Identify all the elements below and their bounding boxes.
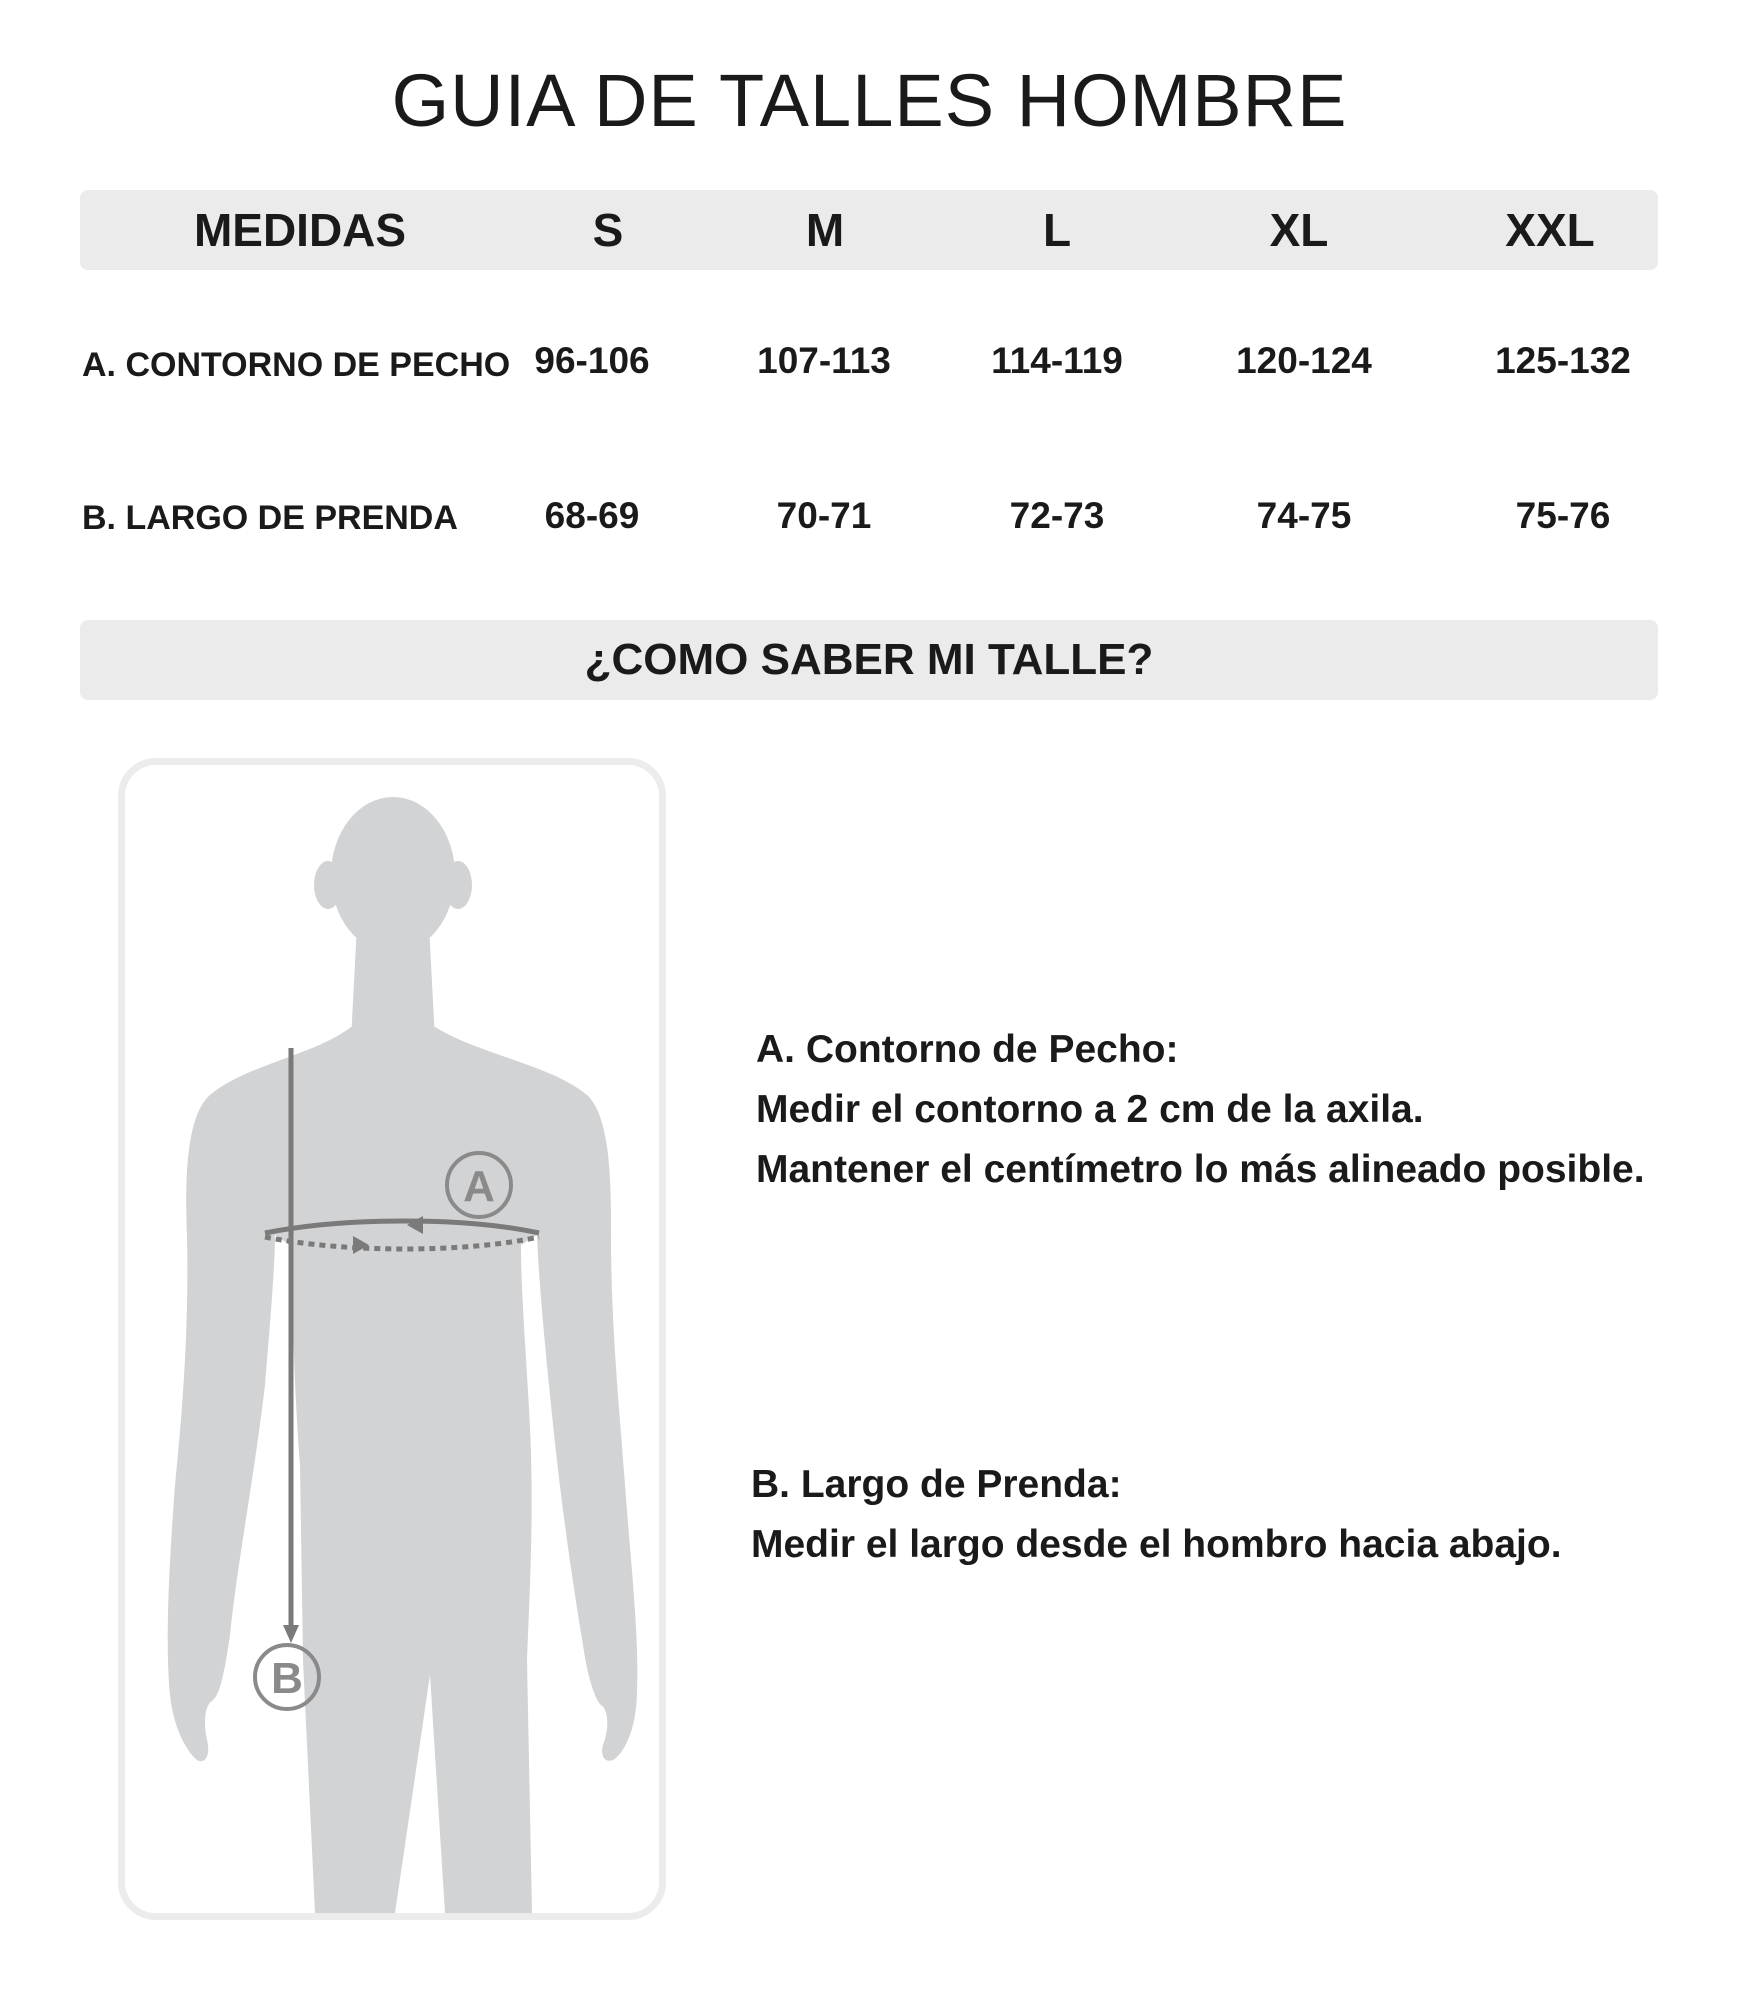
header-size-s: S [592,204,624,256]
body-figure-frame [118,758,666,1920]
chest-instructions-line1: Medir el contorno a 2 cm de la axila. [756,1088,1424,1131]
value-length-l: 72-73 [1009,495,1105,536]
row-label: A. CONTORNO DE PECHO [82,346,511,384]
length-instructions-title: B. Largo de Prenda: [751,1463,1122,1506]
header-medidas: MEDIDAS [193,204,407,256]
table-row-chest [0,340,1739,420]
chest-instructions-title: A. Contorno de Pecho: [756,1028,1179,1071]
marker-b-label: B [271,1654,303,1703]
value-length-xxl: 75-76 [1515,495,1611,536]
header-size-xxl: XXL [1505,204,1595,256]
page-title: GUIA DE TALLES HOMBRE [391,59,1348,142]
header-size-xl: XL [1269,204,1329,256]
body-silhouette-figure [125,765,659,1913]
value-length-m: 70-71 [776,495,872,536]
value-length-xl: 74-75 [1256,495,1352,536]
header-size-m: M [805,204,845,256]
table-row-length [0,495,1739,575]
silhouette-icon [168,797,638,1913]
chest-instructions [756,1020,1645,1200]
header-size-l: L [1042,204,1072,256]
length-arrow-head [283,1625,299,1643]
chest-instructions-line2: Mantener el centímetro lo más alineado posible. [756,1148,1645,1191]
value-chest-s: 96-106 [534,340,650,381]
size-table-header [80,190,1658,270]
length-instructions [751,1455,1562,1575]
value-chest-l: 114-119 [991,340,1123,381]
how-to-heading: ¿COMO SABER MI TALLE? [80,620,1658,700]
value-chest-m: 107-113 [757,340,891,381]
value-length-s: 68-69 [544,495,640,536]
marker-a-label: A [463,1162,495,1211]
value-chest-xxl: 125-132 [1495,340,1631,381]
value-chest-xl: 120-124 [1236,340,1372,381]
row-label: B. LARGO DE PRENDA [82,499,458,537]
length-instructions-line1: Medir el largo desde el hombro hacia abajo. [751,1523,1562,1566]
